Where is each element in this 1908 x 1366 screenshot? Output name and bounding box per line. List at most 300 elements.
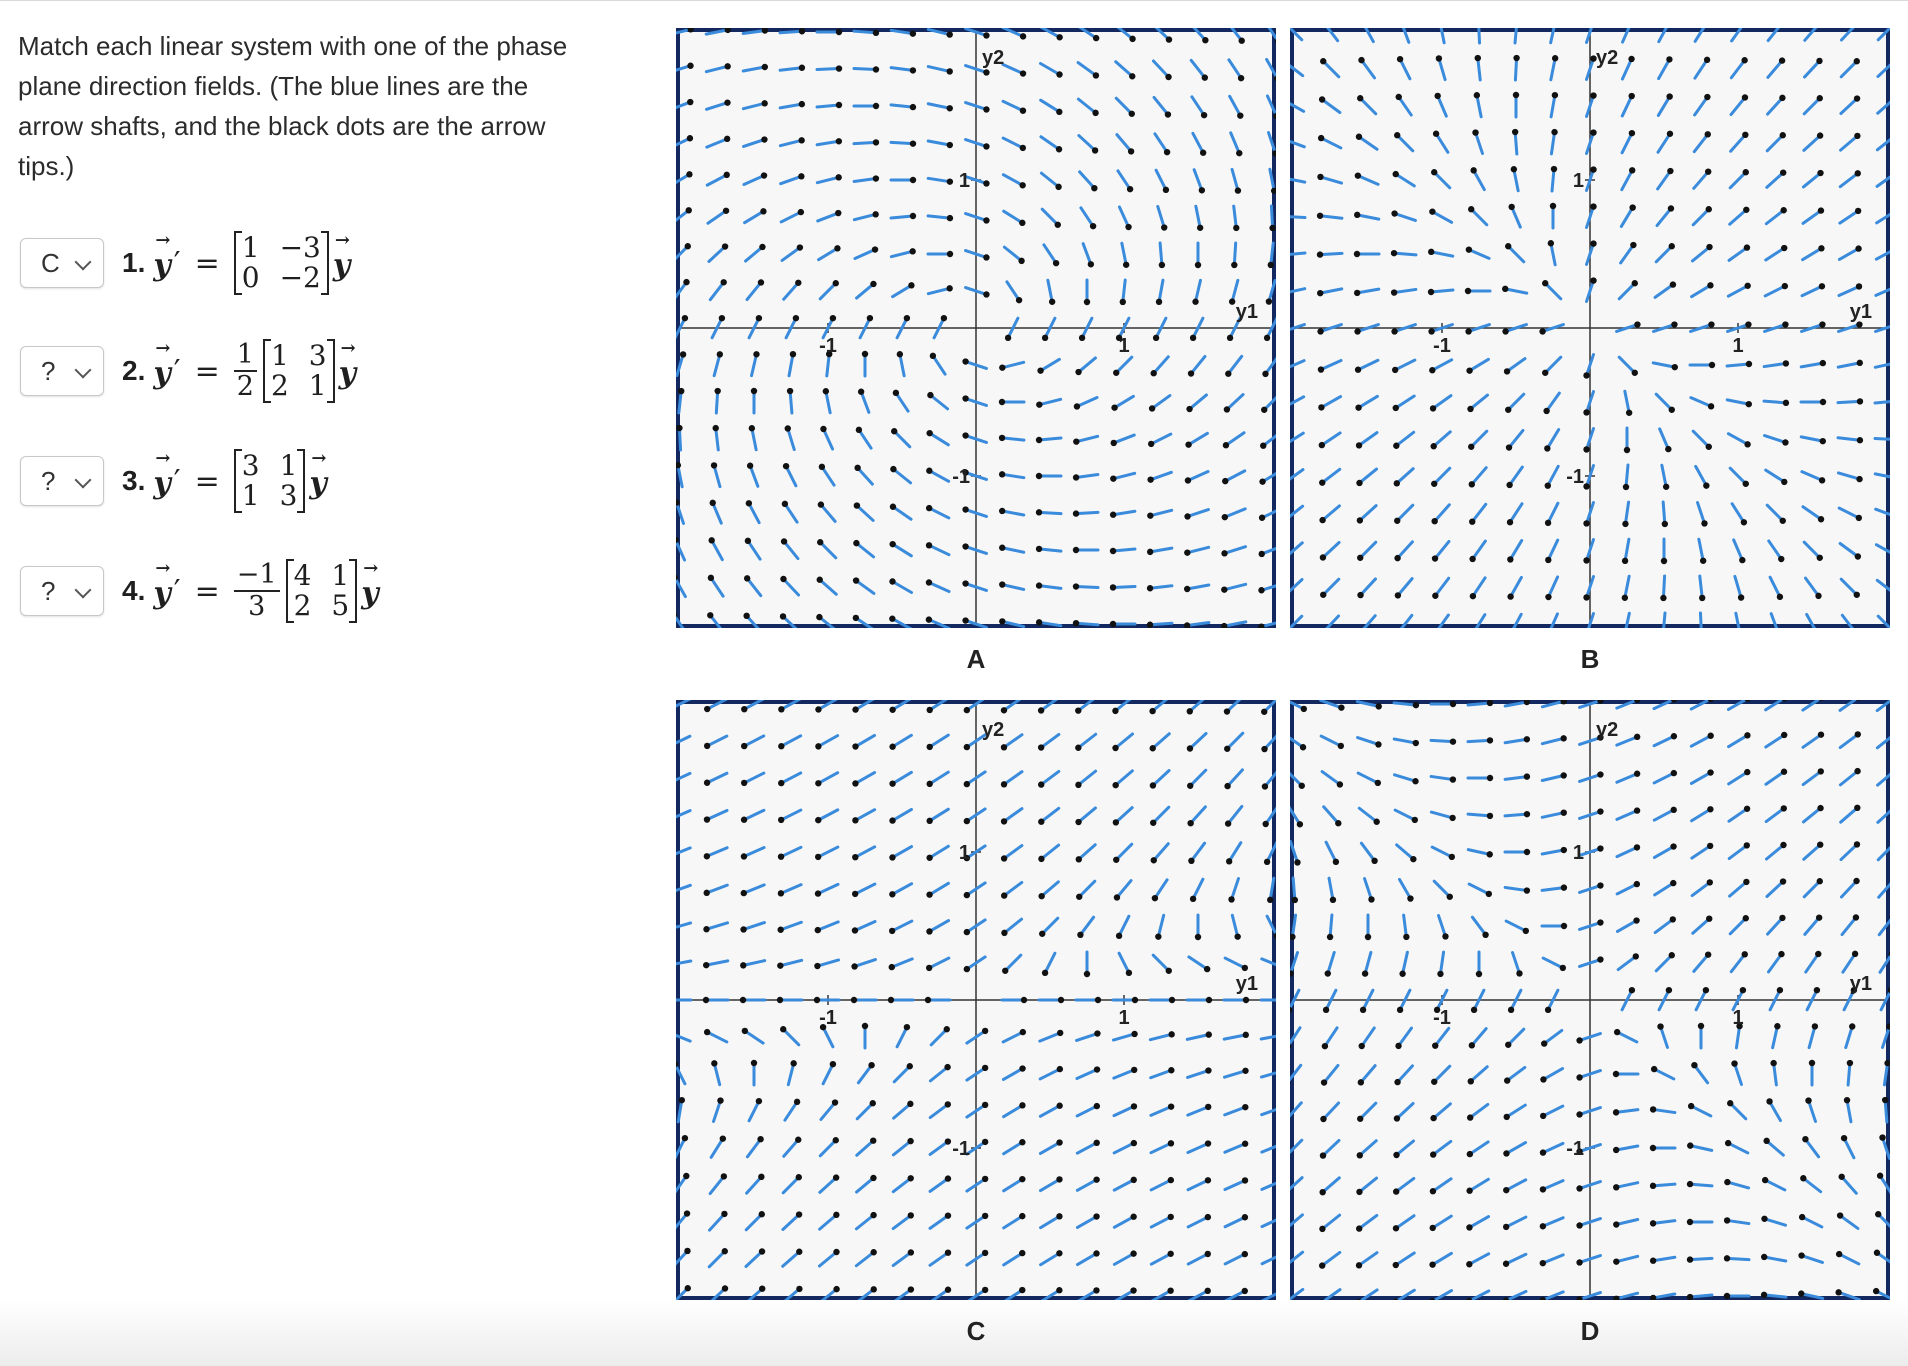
vector-y-lhs: → y [153, 244, 170, 283]
arrow-tip [1036, 401, 1042, 407]
arrow-tip [687, 63, 693, 69]
arrow-tip [1242, 1214, 1248, 1220]
arrow-tip [713, 425, 719, 431]
arrow-tip [1744, 244, 1750, 250]
arrow-tip [962, 617, 968, 623]
arrow-tip [1264, 335, 1270, 341]
arrow-tip [1552, 92, 1558, 98]
arrow-tip [1167, 1251, 1173, 1257]
arrow-tip [761, 100, 767, 106]
arrow-tip [1630, 242, 1636, 248]
arrow-tip [1763, 1138, 1769, 1144]
answer-dropdown-3[interactable] [20, 456, 104, 506]
matrix-entry: 3 [279, 479, 298, 512]
arrow-tip [1237, 112, 1243, 118]
arrow-tip [1704, 94, 1710, 100]
arrow-tip [1095, 997, 1101, 1003]
arrow-tip [982, 1287, 988, 1293]
arrow-tip [1195, 934, 1201, 940]
arrow-tip [760, 208, 766, 214]
arrow-tip [1545, 594, 1551, 600]
arrow-tip [1430, 443, 1436, 449]
vector-y-rhs: → y [339, 352, 356, 391]
arrow-tip [852, 780, 858, 786]
arrow-tip [1036, 582, 1042, 588]
arrow-tip [1201, 112, 1207, 118]
arrow-tip [983, 217, 989, 223]
arrow-tip [1814, 987, 1820, 993]
arrow-tip [1800, 1175, 1806, 1181]
arrow-tip [910, 213, 916, 219]
arrow-tip [962, 506, 968, 512]
arrow-tip [1392, 367, 1398, 373]
arrow-tip [1150, 820, 1156, 826]
arrow-tip [1487, 813, 1493, 819]
arrow-tip [1849, 1023, 1855, 1029]
arrow-tip [1855, 553, 1861, 559]
arrow-tip [1798, 1290, 1804, 1296]
arrow-tip [818, 501, 824, 507]
arrow-tip [962, 580, 968, 586]
arrow-tip [1094, 1103, 1100, 1109]
arrow-shaft [1848, 1063, 1850, 1085]
arrow-tip [1540, 1186, 1546, 1192]
arrow-tip [1545, 520, 1551, 526]
arrow-tip [1724, 1217, 1730, 1223]
arrow-tip [1001, 781, 1007, 787]
arrow-tip [1467, 1151, 1473, 1157]
arrow-tip [962, 358, 968, 364]
arrow-tip [1874, 1250, 1880, 1256]
arrow-tip [982, 1176, 988, 1182]
arrow-tip [799, 101, 805, 107]
arrow-tip [1164, 149, 1170, 155]
arrow-tip [1505, 243, 1511, 249]
arrow-tip [1002, 968, 1008, 974]
arrow-tip [1319, 1262, 1325, 1268]
question-text: Match each linear system with one of the phase plane direction fields. (The blue lines are the arrow shafts, and the black dots are the arrow tips.) [18, 31, 568, 181]
arrow-tip [907, 1101, 913, 1107]
arrow-tip [1468, 444, 1474, 450]
arrow-tip [1365, 934, 1371, 940]
arrow-tip [926, 781, 932, 787]
arrow-tip [1852, 951, 1858, 957]
arrow-tip [852, 927, 858, 933]
arrow-tip [1561, 809, 1567, 815]
arrow-tip [1450, 738, 1456, 744]
arrow-tip [1319, 442, 1325, 448]
arrow-tip [1056, 71, 1062, 77]
arrow-tip [1354, 290, 1360, 296]
arrow-tip [722, 243, 728, 249]
panel-label-B: B [1580, 644, 1600, 674]
arrow-tip [1267, 897, 1273, 903]
arrow-tip [1550, 203, 1556, 209]
x-axis-label: y1 [1235, 301, 1258, 323]
arrow-tip [1094, 1140, 1100, 1146]
arrow-shaft [1663, 502, 1665, 524]
arrow-tip [1744, 769, 1750, 775]
arrow-tip [1857, 398, 1863, 404]
arrow-shaft [1330, 915, 1332, 937]
arrow-tip [1038, 707, 1044, 713]
arrow-tip [1433, 131, 1439, 137]
arrow-tip [1202, 74, 1208, 80]
arrow-tip [1234, 933, 1240, 939]
arrow-tip [724, 136, 730, 142]
matrix-entry: 1 [308, 369, 327, 402]
matrix-entry: 1 [270, 339, 289, 372]
arrow-tip [1317, 290, 1323, 296]
arrow-tip [1300, 744, 1306, 750]
arrow-tip [1614, 1029, 1620, 1035]
arrow-tip [1779, 57, 1785, 63]
arrow-tip [853, 540, 859, 546]
arrow-tip [1854, 133, 1860, 139]
arrow-tip [1038, 744, 1044, 750]
arrow-tip [1540, 1260, 1546, 1266]
arrow-tip [964, 892, 970, 898]
arrow-tip [781, 538, 787, 544]
arrow-tip [1317, 174, 1323, 180]
arrow-tip [947, 68, 953, 74]
arrow-tip [1357, 555, 1363, 561]
equation-math [153, 559, 378, 623]
arrow-tip [1626, 410, 1632, 416]
arrow-tip [1395, 592, 1401, 598]
arrow-tip [862, 1023, 868, 1029]
arrow-tip [790, 351, 796, 357]
arrow-tip [964, 707, 970, 713]
arrow-tip [820, 426, 826, 432]
arrow-tip [983, 291, 989, 297]
arrow-tip [1561, 923, 1567, 929]
arrow-tip [1780, 878, 1786, 884]
arrow-tip [1812, 1023, 1818, 1029]
arrow-tip [1855, 245, 1861, 251]
arrow-tip [1150, 370, 1156, 376]
arrow-tip [1583, 409, 1589, 415]
arrow-tip [1743, 879, 1749, 885]
arrow-tip [1817, 132, 1823, 138]
arrow-tip [1432, 1042, 1438, 1048]
arrow-tip [1058, 997, 1064, 1003]
matrix-entry: −3 [279, 231, 321, 264]
arrow-tip [1038, 819, 1044, 825]
arrow-tip [1056, 1213, 1062, 1219]
arrow-tip [1666, 56, 1672, 62]
arrow-tip [1551, 166, 1557, 172]
arrow-tip [1125, 224, 1131, 230]
arrow-tip [1707, 733, 1713, 739]
arrow-shaft [891, 216, 913, 218]
arrow-tip [1687, 1219, 1693, 1225]
arrow-tip [908, 1175, 914, 1181]
arrow-tip [1597, 771, 1603, 777]
arrow-tip [1508, 204, 1514, 210]
arrow-tip [982, 1139, 988, 1145]
arrow-tip [910, 140, 916, 146]
arrow-shaft [1113, 587, 1135, 588]
arrow-tip [1817, 555, 1823, 561]
arrow-tip [1667, 168, 1673, 174]
arrow-shaft [1320, 253, 1342, 254]
arrow-tip [1243, 1032, 1249, 1038]
arrow-tip [873, 139, 879, 145]
arrow-tip [794, 1099, 800, 1105]
arrow-tip [983, 254, 989, 260]
arrow-tip [1318, 366, 1324, 372]
arrow-tip [1590, 203, 1596, 209]
arrow-tip [854, 465, 860, 471]
arrow-tip [1622, 558, 1628, 564]
arrow-tip [893, 390, 899, 396]
arrow-tip [823, 388, 829, 394]
arrow-shaft [1626, 465, 1628, 487]
arrow-tip [1623, 484, 1629, 490]
arrow-tip [1487, 851, 1493, 857]
arrow-tip [1703, 987, 1709, 993]
arrow-tip [1856, 515, 1862, 521]
arrow-tip [1202, 37, 1208, 43]
arrow-tip [1239, 38, 1245, 44]
arrow-tip [835, 210, 841, 216]
arrow-tip [982, 1250, 988, 1256]
arrow-tip [1877, 1173, 1883, 1179]
arrow-tip [1019, 1102, 1025, 1108]
arrow-tip [740, 997, 746, 1003]
arrow-tip [1576, 1111, 1582, 1117]
arrow-tip [1873, 1288, 1879, 1294]
arrow-tip [1449, 854, 1455, 860]
arrow-tip [1221, 586, 1227, 592]
arrow-tip [1242, 1288, 1248, 1294]
arrow-tip [747, 463, 753, 469]
arrow-tip [1205, 1214, 1211, 1220]
arrow-tip [1744, 842, 1750, 848]
arrow-shaft [1690, 1258, 1712, 1259]
arrow-tip [1597, 882, 1603, 888]
arrow-tip [1504, 368, 1510, 374]
arrow-shaft [1076, 587, 1098, 588]
arrow-tip [704, 743, 710, 749]
arrow-tip [1147, 476, 1153, 482]
arrow-tip [777, 962, 783, 968]
arrow-tip [1742, 132, 1748, 138]
arrow-tip [1744, 732, 1750, 738]
arrow-tip [1698, 1023, 1704, 1029]
arrow-tip [795, 280, 801, 286]
arrow-tip [867, 315, 873, 321]
arrow-tip [1149, 405, 1155, 411]
arrow-tip [1707, 769, 1713, 775]
arrow-tip [780, 613, 786, 619]
arrow-tip [1375, 741, 1381, 747]
arrow-tip [1629, 93, 1635, 99]
arrow-shaft [679, 428, 680, 450]
arrow-tip [1707, 879, 1713, 885]
arrow-tip [1242, 1068, 1248, 1074]
arrow-tip [1319, 517, 1325, 523]
arrow-tip [871, 1286, 877, 1292]
arrow-tip [1671, 807, 1677, 813]
arrow-tip [1038, 781, 1044, 787]
arrow-tip [1449, 815, 1455, 821]
arrow-tip [872, 211, 878, 217]
arrow-tip [1540, 1223, 1546, 1229]
arrow-tip [962, 432, 968, 438]
arrow-tip [756, 315, 762, 321]
arrow-tip [1503, 1187, 1509, 1193]
direction-field-plot [1290, 700, 1890, 1300]
arrow-tip [836, 29, 842, 35]
x-tick-label: 1 [1732, 335, 1744, 357]
arrow-tip [1075, 369, 1081, 375]
arrow-tip [1394, 132, 1400, 138]
arrow-tip [1188, 370, 1194, 376]
arrow-tip [983, 69, 989, 75]
arrow-tip [1817, 805, 1823, 811]
answer-dropdown-4[interactable] [20, 566, 104, 616]
arrow-tip [853, 615, 859, 621]
arrow-tip [1778, 556, 1784, 562]
arrow-tip [1356, 134, 1362, 140]
arrow-tip [1228, 896, 1234, 902]
arrow-tip [1130, 1250, 1136, 1256]
arrow-tip [1590, 240, 1596, 246]
arrow-tip [1199, 187, 1205, 193]
arrow-tip [1333, 859, 1339, 865]
arrow-tip [1317, 328, 1323, 334]
arrow-tip [904, 1024, 910, 1030]
arrow-tip [1597, 919, 1603, 925]
arrow-tip [926, 542, 932, 548]
arrow-tip [1855, 170, 1861, 176]
arrow-tip [1820, 438, 1826, 444]
arrow-tip [1670, 880, 1676, 886]
arrow-tip [1195, 262, 1201, 268]
arrow-tip [1583, 372, 1589, 378]
arrow-tip [1020, 33, 1026, 39]
arrow-tip [1783, 400, 1789, 406]
arrow-tip [1505, 407, 1511, 413]
arrow-tip [889, 707, 895, 713]
arrow-tip [815, 890, 821, 896]
arrow-tip [1819, 283, 1825, 289]
arrow-shaft [854, 69, 876, 70]
arrow-tip [1016, 297, 1022, 303]
arrow-tip [1671, 770, 1677, 776]
arrow-tip [1744, 283, 1750, 289]
arrow-tip [1112, 708, 1118, 714]
arrow-tip [1056, 1103, 1062, 1109]
arrow-tip [1798, 1252, 1804, 1258]
arrow-tip [1393, 1225, 1399, 1231]
arrow-tip [1844, 1097, 1850, 1103]
arrow-tip [741, 780, 747, 786]
arrow-tip [1394, 555, 1400, 561]
arrow-tip [1541, 1040, 1547, 1046]
arrow-tip [1221, 550, 1227, 556]
arrow-tip [1148, 441, 1154, 447]
arrow-tip [1412, 778, 1418, 784]
arrow-tip [1666, 93, 1672, 99]
arrow-tip [1516, 970, 1522, 976]
arrow-tip [1038, 893, 1044, 899]
matrix-entry: 1 [241, 231, 260, 264]
arrow-tip [1391, 210, 1397, 216]
arrow-tip [1466, 1224, 1472, 1230]
arrow-tip [759, 1285, 765, 1291]
arrow-tip [1742, 951, 1748, 957]
arrow-tip [1853, 914, 1859, 920]
arrow-tip [1687, 1294, 1693, 1300]
arrow-tip [1545, 482, 1551, 488]
fraction-numerator: −1 [234, 560, 280, 592]
arrow-tip [1264, 859, 1270, 865]
arrow-tip [777, 997, 783, 1003]
arrow-tip [891, 428, 897, 434]
answer-dropdown-2[interactable] [20, 346, 104, 396]
arrow-tip [1323, 1007, 1329, 1013]
arrow-tip [1318, 404, 1324, 410]
arrow-tip [1629, 987, 1635, 993]
arrow-tip [1322, 1043, 1328, 1049]
x-axis-label: y1 [1235, 973, 1258, 995]
arrow-tip [1613, 1184, 1619, 1190]
arrow-tip [1393, 1262, 1399, 1268]
arrow-tip [1708, 321, 1714, 327]
arrow-tip [1073, 510, 1079, 516]
arrow-tip [704, 706, 710, 712]
arrow-tip [1761, 1216, 1767, 1222]
arrow-tip [815, 706, 821, 712]
answer-dropdown-1[interactable] [20, 238, 104, 288]
arrow-tip [819, 464, 825, 470]
arrow-tip [1001, 818, 1007, 824]
prime-mark: ′ [173, 573, 181, 609]
arrow-tip [1235, 187, 1241, 193]
arrow-tip [832, 1099, 838, 1105]
arrow-tip [910, 104, 916, 110]
arrow-tip [1746, 401, 1752, 407]
arrow-tip [1190, 335, 1196, 341]
arrow-tip [870, 281, 876, 287]
arrow-tip [836, 138, 842, 144]
arrow-tip [1777, 987, 1783, 993]
arrow-tip [851, 963, 857, 969]
arrow-tip [889, 964, 895, 970]
arrow-tip [1613, 1147, 1619, 1153]
arrow-tip [676, 425, 682, 431]
arrow-tip [1056, 146, 1062, 152]
arrow-tip [1159, 262, 1165, 268]
arrow-tip [1259, 478, 1265, 484]
arrow-tip [1629, 130, 1635, 136]
arrow-tip [1662, 521, 1668, 527]
arrow-tip [815, 927, 821, 933]
arrow-tip [1705, 131, 1711, 137]
arrow-tip [1056, 109, 1062, 115]
arrow-tip [1036, 619, 1042, 625]
arrow-tip [1651, 1066, 1657, 1072]
arrow-tip [1799, 1214, 1805, 1220]
arrow-tip [1355, 367, 1361, 373]
arrow-tip [1561, 772, 1567, 778]
arrow-tip [1660, 595, 1666, 601]
arrow-tip [796, 1174, 802, 1180]
arrow-tip [1707, 282, 1713, 288]
